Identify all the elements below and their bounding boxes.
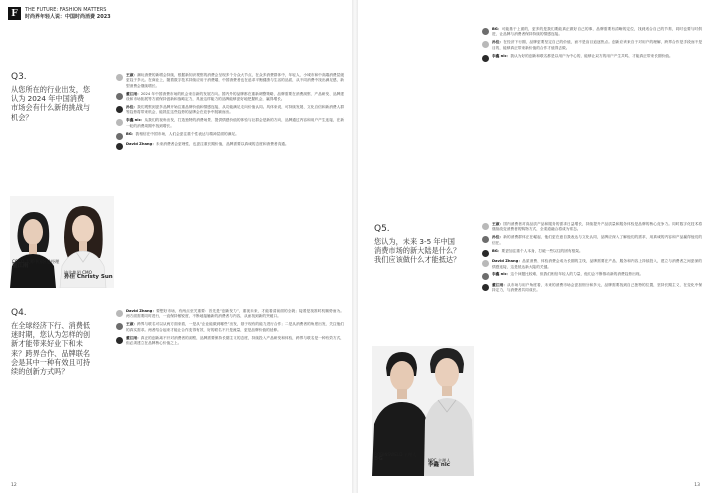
answer-item (482, 235, 702, 246)
answer-text: 新的消费群体正在崛起，他们更在意自我表达与文化认同，品牌应深入了解他们的需求，用真诚的内容和产品赢得他们的信任。 (492, 235, 703, 245)
answer-item (482, 40, 702, 51)
answer-item (482, 272, 702, 280)
answer-text: 我们观察到更多品牌开始注重品牌价值和情感连接，从功能满足走向价值认同。具体来说，可持续发展、文化自信和新消费人群等趋势将带来机会，能抓住这些趋势的品牌会在竞争中脱颖而出。 (126, 105, 345, 115)
answer-text: 2024 年中国消费市场的机会来自新的发展方向。国内外的品牌都在重新调整策略，品牌需要在消费洞察、产品研发、品牌建设和市场拓展等方面保持创新和战略定力，具备这样能力的品牌能够更好地把握机会，赢得增长。 (126, 91, 344, 102)
interviewee-portrait-photo (372, 346, 474, 476)
interviewee-portrait-photo (10, 196, 114, 288)
question-q5 (374, 224, 462, 265)
caption-organization: NPC 主理人 (428, 458, 451, 463)
answer-item (482, 27, 702, 38)
answer-item (116, 92, 344, 103)
answer-text: 未来消费者会更理性，也更注重长期价值，品牌需要以真诚的态度和消费者沟通。 (155, 142, 289, 147)
answer-text: 这个问题比较难，但我们相信年轻人的力量，他们会不断推动新的消费趋势出现。 (510, 272, 644, 277)
speaker-avatar-icon (116, 323, 123, 330)
speaker-avatar-icon (116, 133, 123, 140)
speaker-name: 孙佳： (492, 235, 504, 240)
speaker-name: David Zhang： (126, 309, 157, 313)
speaker-name: 王淑： (126, 73, 138, 77)
answer-text: 跨界与联名可以从两方面来看，一是从“企业能做到哪些”出发，基于现有的能力进行合作；二是从消费者的角度出发，关注他们的真实需求。两者结合起来才能让合作变得有效，好的联名不只是流量，更是品牌价值的延伸。 (126, 322, 344, 332)
answer-text: 要想好市场，有两点至关重要：首先是“创新发力”，重视未来，才能看清前面的全貌；接着是找准时机顺势而为。两方面需要同时进行，一直保持敏锐度，不断地接触新的消费者与内容，从而找到新的突破口。 (126, 309, 344, 319)
answer-item (116, 105, 344, 116)
question-label: Q3. (11, 72, 27, 82)
speaker-avatar-icon (482, 223, 489, 230)
answer-item (116, 322, 344, 333)
answer-item (482, 283, 702, 294)
q4-answer-list (116, 309, 344, 349)
speaker-name: 王淑： (492, 222, 504, 226)
answer-text: 从市场与用户角度看，未来的消费市场会更加细分和多元，品牌需要找到自己独特的位置，坚持长期主义，在变化中保持定力，与消费者共同成长。 (492, 282, 703, 293)
question-label: Q4. (11, 308, 27, 318)
speaker-name: 王淑： (126, 322, 138, 327)
question-label: Q5. (374, 224, 390, 234)
speaker-name: BG： (126, 131, 136, 136)
speaker-name: David Zhang： (126, 142, 156, 147)
answer-text: 在经济下行期，品牌更要坚定自己的价值，而不是盲目追逐热点。创新应该来自于对用户的理解，跨界合作是手段而不是目的，能够真正带来新价值的合作才值得去做。 (492, 40, 703, 50)
caption-name: BG (374, 456, 383, 462)
caption-name: 董江雨 (12, 263, 29, 269)
speaker-name: 董江雨： (126, 91, 141, 96)
question-q4 (11, 308, 97, 376)
answer-item (116, 309, 344, 320)
series-subtitle: 时尚界年轻人说：中国时尚消费 2023 (25, 13, 111, 20)
speaker-name: 董江雨： (492, 282, 508, 287)
answer-text: 真正的创新离不开对消费者的洞察，品牌需要保持长期主义的态度，持续投入产品研发和体验，跨界与联名是一种有效方式，但必须建立在品牌核心价值之上。 (126, 335, 344, 346)
question-text: 在全球经济下行、消费低迷时期，您认为怎样的创新才能带来好业下和未来？跨界合作、品牌联名会是其中一种有效且可持续的创新方式吗？ (11, 321, 91, 377)
q5-answer-list (482, 222, 702, 296)
answer-text: 我认为好的创新和联名都是以用户为中心的，能够让双方的用户产生共鸣，才能真正带来长期价值。 (510, 53, 673, 58)
caption-organization: COCO 大师中国区总经理 (12, 259, 60, 264)
answer-item (482, 259, 702, 270)
speaker-avatar-icon (482, 260, 489, 267)
speaker-avatar-icon (116, 337, 123, 344)
answer-item (482, 249, 702, 257)
right-page (358, 0, 710, 493)
answer-text: 潮玩消费的新增会持续，根据新知识观察的消费会呈现多个分众大节点，在众多消费群体中，年轻人、小城市和中高端消费层级更趋于多元。在商业上，随着数字技术持续应用于消费端，中国消费者也在追求平衡健康与生活的品质，从不同消费中找出满足感，新型消费会继续增长。 (126, 73, 345, 88)
answer-text: 品质消费、体验消费会成为长期的主线，品牌需要在产品、服务和内容上持续投入，建立与消费者之间更深的情感连接，这是抵达新大陆的关键。 (492, 259, 702, 269)
speaker-avatar-icon (482, 41, 489, 48)
answer-item (482, 222, 702, 233)
speaker-name: 董江雨： (126, 335, 141, 340)
question-text: 您认为，未来 3-5 年中国消费市场的新大陆是什么？我们应该做什么才能抵达？ (374, 237, 461, 265)
answer-text: 从我们的视角出发，打造独特的消费场景、提供情感价值的体验与社群会是新的方向，品牌通过内容和用户产生连接，在新一轮的消费周期中找到增长。 (126, 118, 345, 128)
speaker-avatar-icon (116, 310, 123, 317)
answer-text: 国内消费者对高品质产品和服务的需求日益增长，持续提升产品质量和服务体验是品牌的核心竞争力。同时数字化技术将继续改变消费者的购物方式，全渠道融合将成为常态。 (492, 222, 703, 232)
answer-item (116, 118, 344, 129)
magazine-logo: F (8, 7, 21, 20)
speaker-name: 李鑫 nic： (126, 118, 145, 123)
answer-item (116, 132, 344, 140)
speaker-avatar-icon (482, 236, 489, 243)
answer-item (116, 73, 344, 89)
speaker-name: 孙佳： (492, 40, 504, 45)
speaker-avatar-icon (116, 93, 123, 100)
q3-answer-list (116, 73, 344, 153)
answer-text: 要更加注重个人本身，打破一些以往的固有框架。 (501, 248, 583, 253)
speaker-avatar-icon (482, 250, 489, 257)
answer-text: 可能基于上面的，更多的是我们要能真正做好自己的事，品牌需要有清晰的定位，找到适合自己的节奏，同时也要与时俱进，让品牌与消费者保持持续的情感连接。 (492, 27, 702, 37)
speaker-avatar-icon (116, 106, 123, 113)
question-text: 从您所在的行业出发，您认为 2024 年中国消费市场会有什么新的挑战与机会？ (11, 85, 91, 122)
speaker-name: 孙佳： (126, 105, 138, 110)
answer-item (116, 336, 344, 347)
answer-text: 我相信在中国市场，人们会更注重个性表达与精神层面的满足。 (135, 131, 239, 136)
caption-organization: ROBINSWELD 主理人 (374, 452, 417, 457)
q4-answer-list-continued (482, 27, 702, 64)
question-q3 (11, 72, 91, 122)
speaker-avatar-icon (482, 28, 489, 35)
answer-item (482, 54, 702, 62)
caption-name: 李鑫 nic (428, 462, 450, 468)
speaker-avatar-icon (116, 119, 123, 126)
caption-name: 孙佳 Christy Sun (64, 274, 113, 280)
speaker-avatar-icon (116, 143, 123, 150)
left-page (0, 0, 352, 493)
series-title: THE FUTURE: FASHION MATTERS (25, 7, 107, 13)
speaker-avatar-icon (482, 55, 489, 62)
page-number: 13 (694, 483, 700, 488)
caption-title: 迪比集团 CMO (64, 270, 92, 275)
page-number: 12 (11, 483, 17, 488)
answer-item (116, 142, 344, 150)
speaker-avatar-icon (116, 74, 123, 81)
speaker-avatar-icon (482, 284, 489, 291)
speaker-name: David Zhang： (492, 259, 523, 264)
speaker-avatar-icon (482, 273, 489, 280)
speaker-name: BG： (492, 27, 502, 31)
speaker-name: BG： (492, 248, 502, 253)
speaker-name: 李鑫 nic： (492, 272, 511, 277)
magazine-header (8, 7, 111, 20)
speaker-name: 李鑫 nic： (492, 53, 511, 58)
